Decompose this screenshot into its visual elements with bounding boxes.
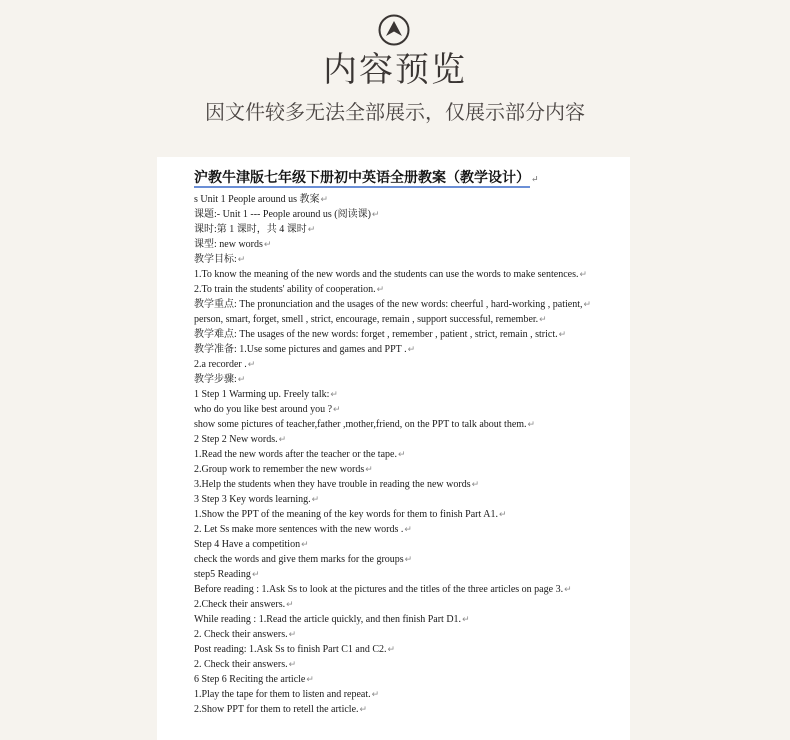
paragraph-mark-icon: ↵ bbox=[330, 389, 338, 399]
paragraph-mark-icon: ↵ bbox=[371, 209, 380, 219]
document-line-text: 6 Step 6 Reciting the article bbox=[194, 674, 306, 685]
paragraph-mark-icon: ↵ bbox=[583, 299, 592, 309]
document-line bbox=[194, 432, 624, 447]
paragraph-mark-icon: ↵ bbox=[397, 449, 406, 459]
document-line bbox=[194, 612, 624, 627]
document-line-text: 2. Let Ss make more sentences with the new words . bbox=[194, 524, 404, 535]
paragraph-mark-icon: ↵ bbox=[311, 494, 320, 504]
document-line bbox=[194, 522, 624, 537]
paragraph-mark-icon: ↵ bbox=[564, 584, 572, 594]
document-line-text: 1.Play the tape for them to listen and repeat. bbox=[194, 689, 371, 700]
document-line-text: 1.To know the meaning of the new words and the students can use the words to make sentences. bbox=[194, 269, 579, 280]
document-line-text: 3 Step 3 Key words learning. bbox=[194, 494, 311, 505]
document-line-text: 2.Show PPT for them to retell the article. bbox=[194, 704, 359, 715]
document-line-text: 课时:第 1 课时，共 4 课时 bbox=[194, 224, 307, 235]
paragraph-mark-icon: ↵ bbox=[462, 614, 470, 624]
document-line-text: show some pictures of teacher,father ,mother,friend, on the PPT to talk about them. bbox=[194, 419, 527, 430]
paragraph-mark-icon: ↵ bbox=[237, 254, 246, 264]
document-line bbox=[194, 537, 624, 552]
document-line-text: 2. Check their answers. bbox=[194, 659, 288, 670]
document-line bbox=[194, 507, 624, 522]
document-line-text: who do you like best around you ? bbox=[194, 404, 333, 415]
document-line bbox=[194, 477, 624, 492]
document-line bbox=[194, 417, 624, 432]
paragraph-mark-icon: ↵ bbox=[365, 464, 373, 474]
paragraph-mark-icon: ↵ bbox=[558, 329, 567, 339]
paragraph-mark-icon: ↵ bbox=[263, 239, 272, 249]
document-line bbox=[194, 312, 624, 327]
document-line-text: s Unit 1 People around us 教案 bbox=[194, 194, 320, 205]
document-line-text: 2.Check their answers. bbox=[194, 599, 286, 610]
paragraph-mark-icon: ↵ bbox=[579, 269, 588, 279]
document-line-text: 教学难点: The usages of the new words: forget , remember , patient , strict, remain , strict. bbox=[194, 329, 558, 340]
paragraph-mark-icon: ↵ bbox=[539, 314, 547, 324]
document-line-text: 2. Check their answers. bbox=[194, 629, 288, 640]
document-line bbox=[194, 627, 624, 642]
paragraph-mark-icon: ↵ bbox=[301, 539, 309, 549]
document-line bbox=[194, 387, 624, 402]
document-line-text: 教学准备: 1.Use some pictures and games and PPT . bbox=[194, 344, 407, 355]
document-line bbox=[194, 252, 624, 267]
document-line-text: Step 4 Have a competition bbox=[194, 539, 301, 550]
document-line bbox=[194, 192, 624, 207]
paragraph-mark-icon: ↵ bbox=[320, 194, 329, 204]
document-line bbox=[194, 207, 624, 222]
page-subtitle: 因文件较多无法全部展示，仅展示部分内容 bbox=[205, 100, 585, 124]
document-title-text: 沪教牛津版七年级下册初中英语全册教案（教学设计） bbox=[194, 170, 530, 186]
document-line-text: 教学重点: The pronunciation and the usages of the new words: cheerful , hard-working , patient, bbox=[194, 299, 583, 310]
document-line bbox=[194, 222, 624, 237]
document-line-text: 教学目标: bbox=[194, 254, 237, 265]
document-line bbox=[194, 567, 624, 582]
document-line-text: Before reading : 1.Ask Ss to look at the pictures and the titles of the three articles on page 3. bbox=[194, 584, 564, 595]
document-line-text: step5 Reading bbox=[194, 569, 251, 580]
document-line bbox=[194, 642, 624, 657]
document-body bbox=[194, 192, 624, 717]
document-line-text: 2.To train the students' ability of cooperation. bbox=[194, 284, 376, 295]
document-line bbox=[194, 492, 624, 507]
paragraph-mark-icon: ↵ bbox=[237, 374, 246, 384]
document-line bbox=[194, 327, 624, 342]
document-line-text: 1 Step 1 Warming up. Freely talk: bbox=[194, 389, 330, 400]
document-line bbox=[194, 267, 624, 282]
document-line-text: 课型: new words bbox=[194, 239, 263, 250]
document-line bbox=[194, 357, 624, 372]
document-line bbox=[194, 447, 624, 462]
document-line-text: Post reading: 1.Ask Ss to finish Part C1 and C2. bbox=[194, 644, 387, 655]
document-line bbox=[194, 672, 624, 687]
document-line-text: 课题:- Unit 1 --- People around us (阅读课) bbox=[194, 209, 371, 220]
paragraph-mark-icon: ↵ bbox=[371, 689, 380, 699]
document-line-text: 教学步骤: bbox=[194, 374, 237, 385]
paragraph-mark-icon: ↵ bbox=[404, 524, 412, 534]
document-line-text: 2.a recorder . bbox=[194, 359, 247, 370]
paragraph-mark-icon: ↵ bbox=[376, 284, 385, 294]
paragraph-mark-icon: ↵ bbox=[498, 509, 507, 519]
document-line-text: 2.Group work to remember the new words bbox=[194, 464, 365, 475]
paragraph-mark-icon: ↵ bbox=[288, 629, 297, 639]
document-title bbox=[194, 169, 539, 189]
paragraph-mark-icon: ↵ bbox=[278, 434, 287, 444]
paragraph-mark-icon: ↵ bbox=[251, 569, 260, 579]
document-line bbox=[194, 282, 624, 297]
paragraph-mark-icon: ↵ bbox=[307, 224, 316, 234]
document-line bbox=[194, 597, 624, 612]
document-line-text: check the words and give them marks for the groups bbox=[194, 554, 404, 565]
paragraph-mark-icon: ↵ bbox=[387, 644, 396, 654]
document-line bbox=[194, 297, 624, 312]
paragraph-mark-icon: ↵ bbox=[404, 554, 413, 564]
document-preview[interactable] bbox=[157, 157, 630, 740]
document-line bbox=[194, 342, 624, 357]
paragraph-mark-icon: ↵ bbox=[286, 599, 294, 609]
paragraph-mark-icon: ↵ bbox=[407, 344, 416, 354]
document-line bbox=[194, 687, 624, 702]
page-title: 内容预览 bbox=[323, 50, 467, 90]
document-line bbox=[194, 462, 624, 477]
paragraph-mark-icon: ↵ bbox=[306, 674, 314, 684]
paragraph-mark-icon: ↵ bbox=[471, 479, 480, 489]
paragraph-mark-icon: ↵ bbox=[247, 359, 256, 369]
paragraph-mark-icon: ↵ bbox=[288, 659, 297, 669]
chevron-up-circle-icon bbox=[378, 14, 410, 46]
paragraph-mark-icon: ↵ bbox=[359, 704, 368, 714]
document-line-text: 1.Show the PPT of the meaning of the key words for them to finish Part A1. bbox=[194, 509, 498, 520]
document-line-text: 1.Read the new words after the teacher or the tape. bbox=[194, 449, 397, 460]
document-line-text: person, smart, forget, smell , strict, encourage, remain , support successful, remember. bbox=[194, 314, 539, 325]
document-line bbox=[194, 582, 624, 597]
document-line bbox=[194, 372, 624, 387]
document-line bbox=[194, 657, 624, 672]
document-line bbox=[194, 552, 624, 567]
paragraph-mark-icon: ↵ bbox=[333, 404, 341, 414]
document-line-text: While reading : 1.Read the article quickly, and then finish Part D1. bbox=[194, 614, 462, 625]
document-line bbox=[194, 237, 624, 252]
document-line bbox=[194, 702, 624, 717]
preview-header bbox=[0, 0, 790, 150]
document-line-text: 3.Help the students when they have trouble in reading the new words bbox=[194, 479, 471, 490]
paragraph-mark-icon: ↵ bbox=[527, 419, 536, 429]
document-line-text: 2 Step 2 New words. bbox=[194, 434, 278, 445]
document-line bbox=[194, 402, 624, 417]
paragraph-mark-icon: ↵ bbox=[531, 175, 539, 185]
